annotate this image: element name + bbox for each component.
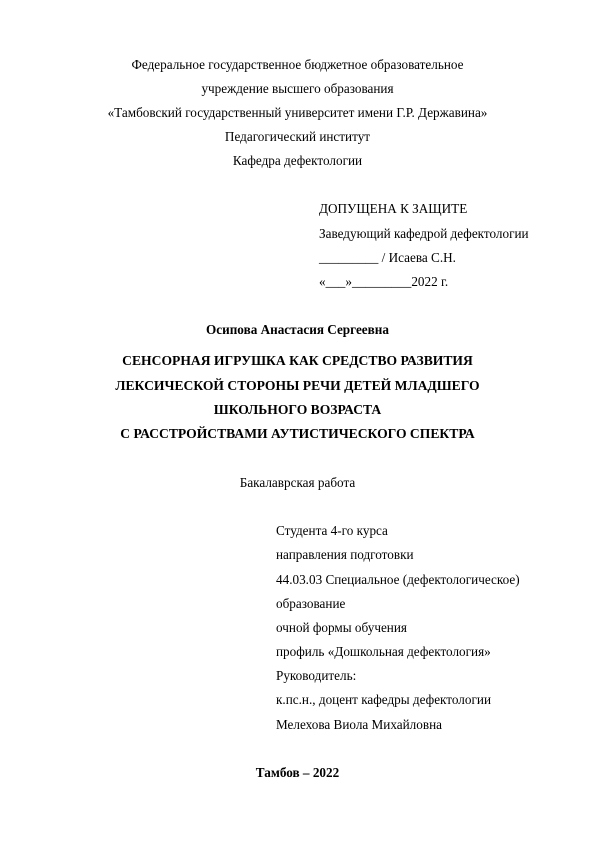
thesis-title-line-4: С РАССТРОЙСТВАМИ АУТИСТИЧЕСКОГО СПЕКТРА [120,426,475,441]
student-info-line: Студента 4-го курса [276,523,388,538]
supervisor-name: Мелехова Виола Михайловна [276,717,442,732]
header-institution-type: учреждение высшего образования [201,81,394,96]
approval-signature: _________ / Исаева С.Н. [319,250,456,265]
student-info-line: очной формы обучения [276,620,407,635]
supervisor-title: к.пс.н., доцент кафедры дефектологии [276,692,491,707]
author-name: Осипова Анастасия Сергеевна [206,322,389,337]
thesis-title-line-2: ЛЕКСИЧЕСКОЙ СТОРОНЫ РЕЧИ ДЕТЕЙ МЛАДШЕГО [115,378,480,393]
header-university-name: «Тамбовский государственный университет имени Г.Р. Державина» [107,105,488,120]
approval-date: «___»_________2022 г. [319,274,449,289]
thesis-title-line-1: СЕНСОРНАЯ ИГРУШКА КАК СРЕДСТВО РАЗВИТИЯ [122,353,473,368]
header-institute-name: Педагогический институт [224,129,371,144]
student-info-line: 44.03.03 Специальное (дефектологическое) [276,572,520,587]
thesis-title-line-3: ШКОЛЬНОГО ВОЗРАСТА [213,402,382,417]
header-department-name: Кафедра дефектологии [232,153,363,168]
header-federal-line: Федеральное государственное бюджетное образовательное [131,57,464,72]
city-year: Тамбов – 2022 [255,765,340,780]
approval-status: ДОПУЩЕНА К ЗАЩИТЕ [319,201,468,216]
student-info-line: профиль «Дошкольная дефектология» [276,644,491,659]
work-type: Бакалаврская работа [239,475,356,490]
student-info-line: образование [276,596,346,611]
supervisor-label: Руководитель: [276,668,357,683]
approval-position: Заведующий кафедрой дефектологии [319,226,529,241]
student-info-line: направления подготовки [276,547,414,562]
